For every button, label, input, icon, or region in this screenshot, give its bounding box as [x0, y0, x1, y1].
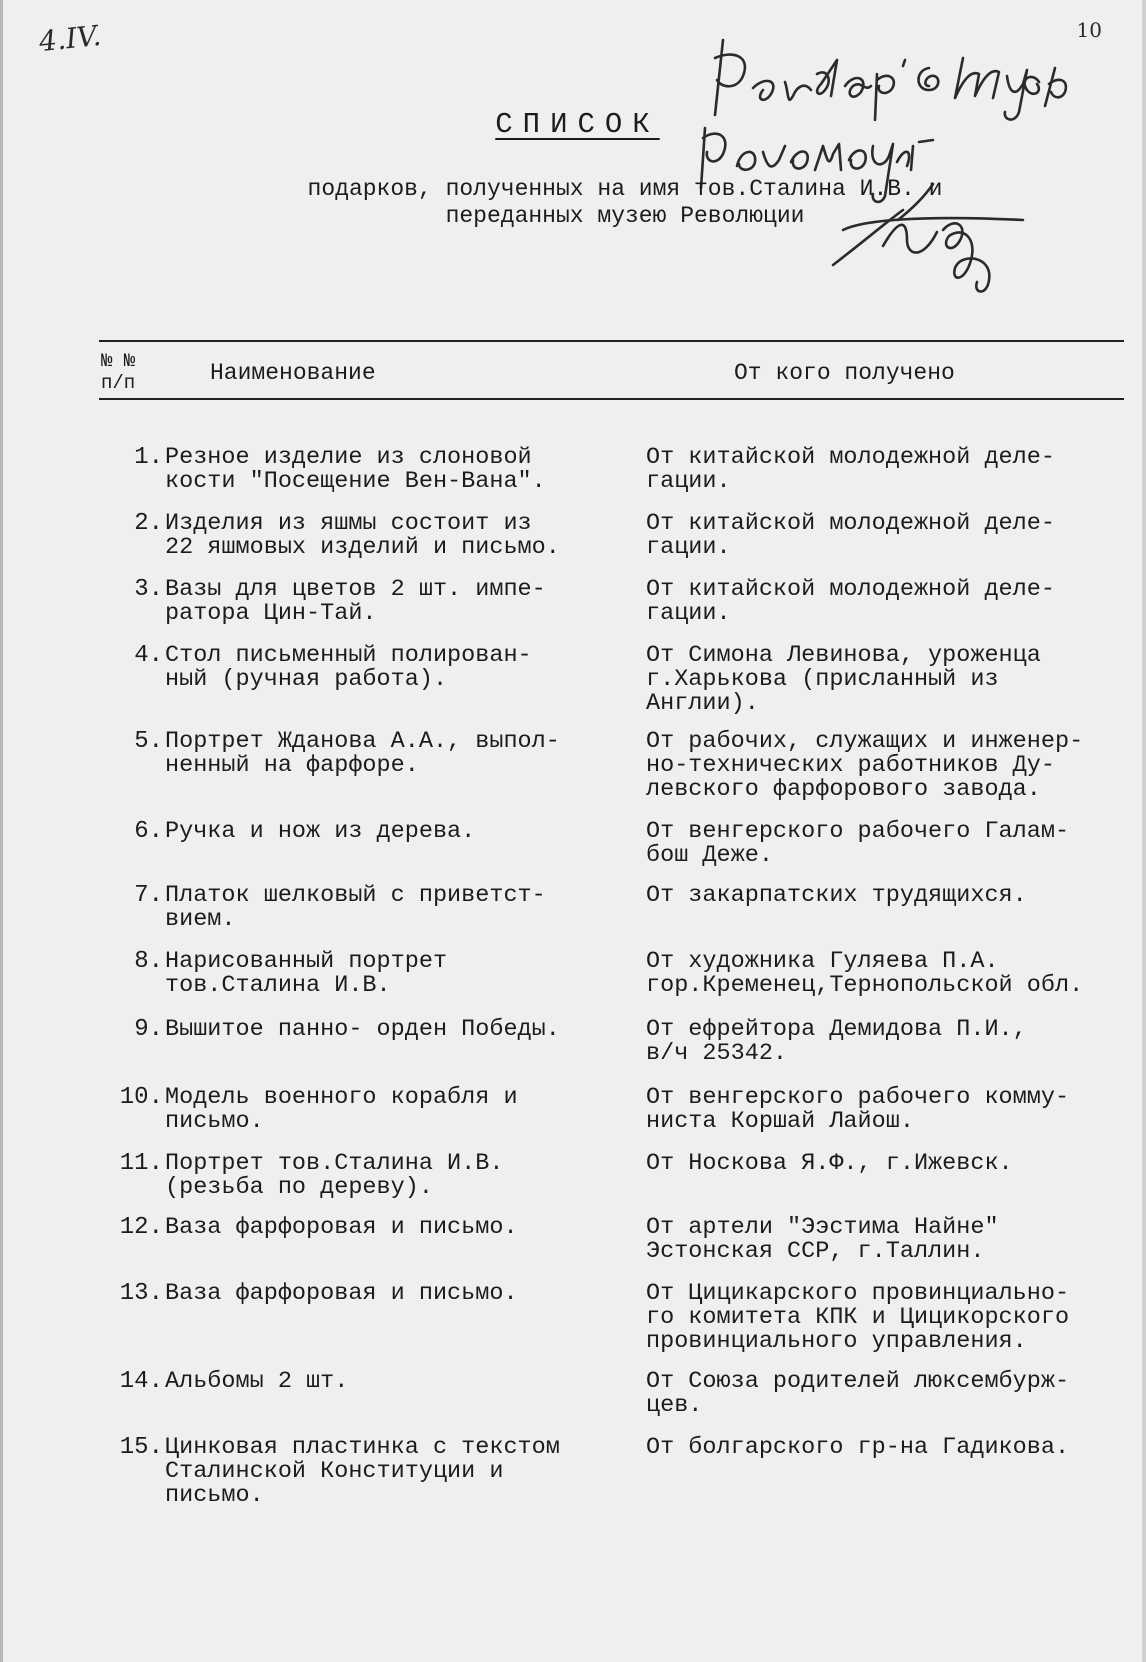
- item-number: 9.: [134, 1016, 163, 1043]
- corner-note: 4.IV.: [37, 18, 103, 59]
- item-name: Нарисованный портрет тов.Сталина И.В.: [165, 948, 448, 999]
- item-number: 1.: [134, 444, 163, 471]
- item-number: 12.: [119, 1214, 163, 1241]
- item-name: Стол письменный полирован- ный (ручная работа).: [165, 642, 532, 693]
- header-name: Наименование: [210, 360, 376, 386]
- item-name: Ручка и нож из дерева.: [165, 818, 476, 845]
- item-name: Альбомы 2 шт.: [165, 1368, 349, 1395]
- item-from: От художника Гуляева П.А. гор.Кременец,Тернопольской обл.: [646, 948, 1084, 999]
- document-title: СПИСОК: [495, 108, 660, 141]
- subtitle-line-2: переданных музею Революции: [445, 203, 805, 229]
- table-top-rule: [99, 340, 1124, 342]
- item-name: Платок шелковый с приветст- вием.: [165, 882, 546, 933]
- item-number: 3.: [134, 576, 163, 603]
- item-number: 7.: [134, 882, 163, 909]
- page-number: 10: [1076, 18, 1102, 42]
- item-from: От Симона Левинова, уроженца г.Харькова (присланный из Англии).: [646, 642, 1041, 717]
- item-name: Вышитое панно- орден Победы.: [165, 1016, 560, 1043]
- item-name: Модель военного корабля и письмо.: [165, 1084, 518, 1135]
- item-from: От Носкова Я.Ф., г.Ижевск.: [646, 1150, 1013, 1177]
- item-from: От рабочих, служащих и инженер- но-технических работников Ду- левского фарфорового завода.: [646, 728, 1084, 803]
- item-name: Портрет Жданова А.А., выпол- ненный на фарфоре.: [165, 728, 560, 779]
- item-from: От китайской молодежной деле- гации.: [646, 576, 1055, 627]
- item-from: От ефрейтора Демидова П.И., в/ч 25342.: [646, 1016, 1027, 1067]
- table-header-rule: [99, 398, 1124, 400]
- item-number: 14.: [119, 1368, 163, 1395]
- item-number: 10.: [119, 1084, 163, 1111]
- item-number: 8.: [134, 948, 163, 975]
- item-number: 2.: [134, 510, 163, 537]
- item-from: От закарпатских трудящихся.: [646, 882, 1027, 909]
- item-name: Ваза фарфоровая и письмо.: [165, 1214, 518, 1241]
- item-name: Цинковая пластинка с текстом Сталинской Конституции и письмо.: [165, 1434, 560, 1509]
- item-from: От Союза родителей люксембурж- цев.: [646, 1368, 1070, 1419]
- subtitle-line-1: подарков, полученных на имя тов.Сталина И.В. и: [307, 176, 943, 202]
- item-from: От китайской молодежной деле- гации.: [646, 444, 1055, 495]
- item-from: От Цицикарского провинциально- го комитета КПК и Цицикорского провинциального управления.: [646, 1280, 1070, 1355]
- item-from: От болгарского гр-на Гадикова.: [646, 1434, 1070, 1461]
- item-number: 5.: [134, 728, 163, 755]
- header-number: № № п/п: [101, 350, 136, 394]
- item-name: Вазы для цветов 2 шт. импе- ратора Цин-Тай.: [165, 576, 546, 627]
- item-number: 13.: [119, 1280, 163, 1307]
- item-from: От венгерского рабочего комму- ниста Коршай Лайош.: [646, 1084, 1070, 1135]
- item-from: От венгерского рабочего Галам- бош Деже.: [646, 818, 1070, 869]
- item-number: 6.: [134, 818, 163, 845]
- item-name: Изделия из яшмы состоит из 22 яшмовых изделий и письмо.: [165, 510, 560, 561]
- handwritten-resolution: [693, 20, 1133, 320]
- item-from: От артели "Ээстима Найне" Эстонская ССР, г.Таллин.: [646, 1214, 999, 1265]
- item-from: От китайской молодежной деле- гации.: [646, 510, 1055, 561]
- item-number: 15.: [119, 1434, 163, 1461]
- document-subtitle: [265, 176, 985, 230]
- item-name: Портрет тов.Сталина И.В. (резьба по дереву).: [165, 1150, 504, 1201]
- header-from: От кого получено: [734, 360, 955, 386]
- item-name: Ваза фарфоровая и письмо.: [165, 1280, 518, 1307]
- item-number: 4.: [134, 642, 163, 669]
- item-name: Резное изделие из слоновой кости "Посещение Вен-Вана".: [165, 444, 546, 495]
- item-number: 11.: [119, 1150, 163, 1177]
